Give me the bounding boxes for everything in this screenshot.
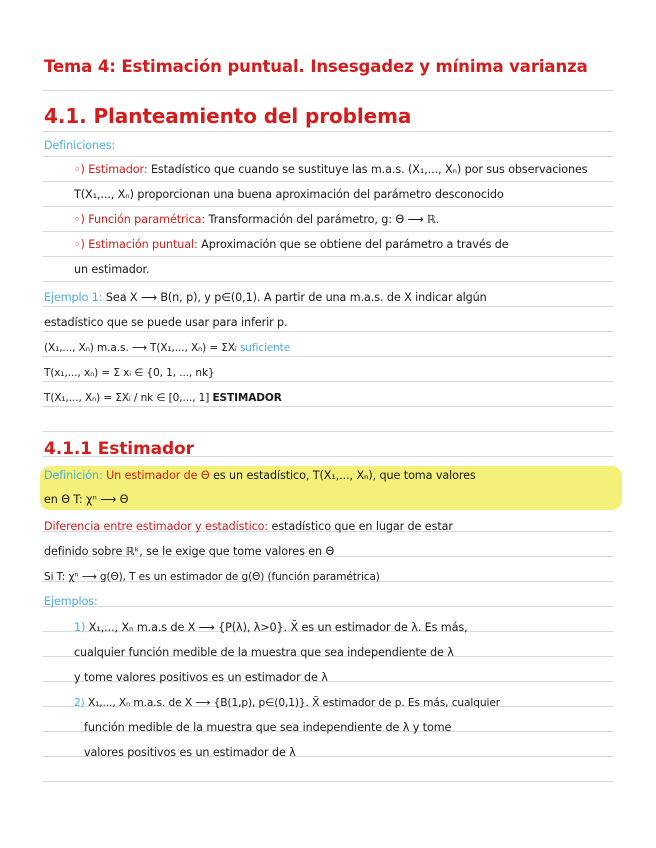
- ejemplo1-formula-1: [44, 340, 290, 356]
- definicion-label: Definición:: [44, 469, 103, 482]
- ruled-line: [42, 131, 614, 132]
- section-heading: 4.1. Planteamiento del problema: [44, 104, 412, 128]
- ruled-line: [42, 606, 614, 607]
- diferencia-statement: [44, 519, 453, 535]
- def-estimador-cont: T(X₁,..., Xₙ) proporcionan una buena aproximación del parámetro desconocido: [74, 188, 504, 201]
- ruled-line: [42, 256, 614, 257]
- formula-text: (X₁,..., Xₙ) m.a.s. ⟶ T(X₁,..., Xₙ) = ΣXᵢ: [44, 342, 240, 354]
- ejemplo-item-2: [74, 695, 500, 711]
- ejemplo1-statement: [44, 290, 487, 306]
- def-estimacion-puntual: [74, 237, 509, 253]
- definicion-statement-cont: en Θ T: χⁿ ⟶ Θ: [44, 493, 129, 506]
- ejemplo1-text: Sea X ⟶ B(n, p), y p∈(0,1). A partir de una m.a.s. de X indicar algún: [102, 291, 487, 304]
- ejemplo-text: X₁,..., Xₙ m.a.s. de X ⟶ {B(1,p), p∈(0,1)}. X̄ estimador de p. Es más, cualquier: [84, 697, 501, 709]
- def-text: Transformación del parámetro, g: Θ ⟶ ℝ.: [205, 213, 440, 226]
- ejemplo1-label: Ejemplo 1:: [44, 291, 103, 304]
- ruled-line: [42, 90, 614, 91]
- ejemplo-item-1: [74, 620, 468, 636]
- subsection-heading: 4.1.1 Estimador: [44, 439, 194, 459]
- ruled-line: [42, 281, 614, 282]
- diferencia-cont-1: definido sobre ℝᵏ, se le exige que tome valores en Θ: [44, 545, 335, 558]
- definicion-statement: [44, 468, 476, 484]
- ejemplo-item-2-cont: valores positivos es un estimador de λ: [84, 746, 296, 759]
- ejemplo-item-1-cont: cualquier función medible de la muestra que sea independiente de λ: [74, 646, 454, 659]
- ruled-line: [42, 181, 614, 182]
- def-text: Estadístico que cuando se sustituye las m.a.s. (X₁,..., Xₙ) por sus observaciones: [147, 163, 588, 176]
- ruled-line: [42, 156, 614, 157]
- ruled-line: [42, 381, 614, 382]
- ruled-line: [42, 231, 614, 232]
- def-estimacion-puntual-cont: un estimador.: [74, 263, 150, 276]
- ejemplo-item-2-cont: función medible de la muestra que sea independiente de λ y tome: [84, 721, 452, 734]
- ruled-line: [42, 781, 614, 782]
- formula-note: ESTIMADOR: [212, 392, 282, 404]
- ejemplos-heading: Ejemplos:: [44, 595, 98, 608]
- ruled-line: [42, 356, 614, 357]
- ruled-line: [42, 431, 614, 432]
- ruled-line: [42, 206, 614, 207]
- ejemplo-text: X₁,..., Xₙ m.a.s de X ⟶ {P(λ), λ>0}. X̄ es un estimador de λ. Es más,: [85, 621, 468, 634]
- diferencia-cont-2: Si T: χⁿ ⟶ g(Θ), T es un estimador de g(Θ) (función paramétrica): [44, 571, 380, 583]
- def-term: ◦) Estimación puntual:: [74, 238, 198, 251]
- ejemplo1-statement-cont: estadístico que se puede usar para inferir p.: [44, 316, 288, 329]
- def-term: ◦) Función paramétrica:: [74, 213, 206, 226]
- def-funcion-parametrica: [74, 212, 439, 228]
- ejemplo-number: 2): [74, 697, 85, 709]
- ejemplo-number: 1): [74, 621, 86, 634]
- ejemplo1-formula-2: T(x₁,..., xₙ) = Σ xᵢ ∈ {0, 1, ..., nk}: [44, 367, 215, 379]
- def-estimador: [74, 162, 588, 178]
- def-term: ◦) Estimador:: [74, 163, 148, 176]
- diferencia-text: estadístico que en lugar de estar: [268, 520, 453, 533]
- definiciones-heading: Definiciones:: [44, 139, 116, 152]
- ruled-line: [42, 331, 614, 332]
- def-text: Aproximación que se obtiene del parámetro a través de: [197, 238, 509, 251]
- formula-text: T(X₁,..., Xₙ) = ΣXᵢ / nk ∈ [0,..., 1]: [44, 392, 213, 404]
- definicion-text: es un estadístico, T(X₁,..., Xₙ), que toma valores: [209, 469, 476, 482]
- diferencia-label: Diferencia entre estimador y estadístico:: [44, 520, 269, 533]
- formula-note: suficiente: [239, 342, 291, 354]
- ejemplo1-formula-3: [44, 390, 282, 406]
- ejemplo-item-1-cont: y tome valores positivos es un estimador de λ: [74, 671, 328, 684]
- definicion-term: Un estimador de Θ: [102, 469, 210, 482]
- ruled-line: [42, 406, 614, 407]
- ruled-line: [42, 306, 614, 307]
- page-title: Tema 4: Estimación puntual. Insesgadez y mínima varianza: [44, 57, 588, 76]
